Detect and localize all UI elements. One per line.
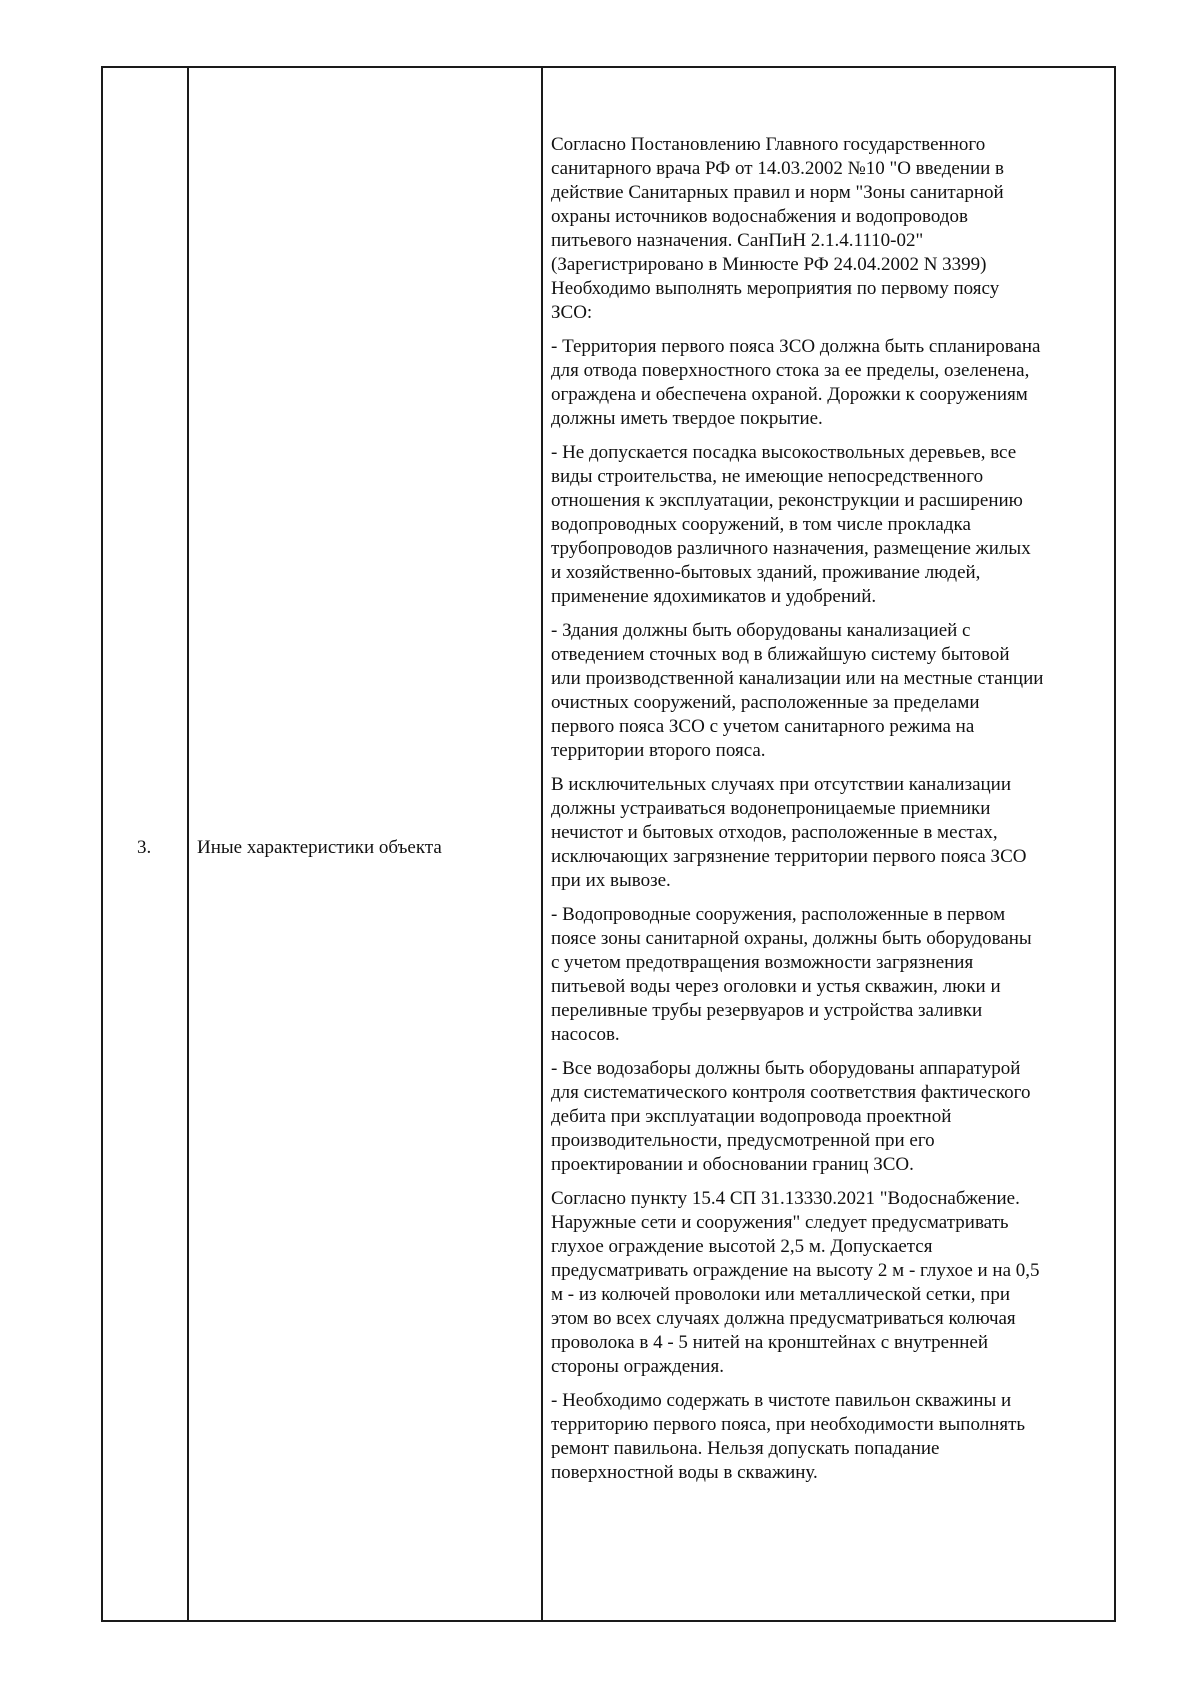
paragraph-water-structures: - Водопроводные сооружения, расположенные в первом поясе зоны санитарной охраны, должны быть оборудованы с учетом предотвращения возможности загрязнения питьевой воды через оголовки и устья скважин, люки и переливные трубы резервуаров и устройства заливки насосов.	[551, 904, 1032, 1045]
row-name: Иные характеристики объекта	[197, 837, 442, 858]
paragraph-fencing: Согласно пункту 15.4 СП 31.13330.2021 "Водоснабжение. Наружные сети и сооружения" следует предусматривать глухое ограждение высотой 2,5 м. Допускается предусматривать ограждение на высоту 2 м - глухое и на 0,5 м - из колючей проволоки или металлической сетки, при этом во всех случаях должна предусматриваться колючая проволока в 4 - 5 нитей на кронштейнах с внутренней стороны ограждения.	[551, 1188, 1040, 1377]
paragraph-water-intakes: - Все водозаборы должны быть оборудованы аппаратурой для систематического контроля соответствия фактического дебита при эксплуатации водопровода проектной производительности, предусмотренной при его проектировании и обосновании границ ЗСО.	[551, 1058, 1031, 1175]
paragraph-restrictions: - Не допускается посадка высокоствольных деревьев, все виды строительства, не имеющие непосредственного отношения к эксплуатации, реконструкции и расширению водопроводных сооружений, в том числе прокладка трубопроводов различного назначения, размещение жилых и хозяйственно-бытовых зданий, проживание людей, применение ядохимикатов и удобрений.	[551, 442, 1031, 607]
name-cell	[189, 68, 543, 1620]
row-number: 3.	[137, 837, 152, 858]
paragraph-maintenance: - Необходимо содержать в чистоте павильон скважины и территорию первого пояса, при необходимости выполнять ремонт павильона. Нельзя допускать попадание поверхностной воды в скважину.	[551, 1390, 1026, 1483]
paragraph-sanpin-intro: Согласно Постановлению Главного государственного санитарного врача РФ от 14.03.2002 №10 "О введении в действие Санитарных правил и норм "Зоны санитарной охраны источников водоснабжения и водопроводов питьевого назначения. СанПиН 2.1.4.1110-02" (Зарегистрировано в Минюсте РФ 24.04.2002 N 3399) Необходимо выполнять мероприятия по первому поясу ЗСО:	[551, 134, 1005, 323]
paragraph-sewerage: - Здания должны быть оборудованы канализацией с отведением сточных вод в ближайшую систему бытовой или производственной канализации или на местные станции очистных сооружений, расположенные за пределами первого пояса ЗСО с учетом санитарного режима на территории второго пояса.	[551, 620, 1044, 761]
number-cell	[103, 68, 189, 1620]
document-table	[101, 66, 1116, 1622]
description-cell	[543, 68, 1114, 1620]
paragraph-territory: - Территория первого пояса ЗСО должна быть спланирована для отвода поверхностного стока за ее пределы, озеленена, ограждена и обеспечена охраной. Дорожки к сооружениям должны иметь твердое покрытие.	[551, 336, 1041, 429]
paragraph-exceptional-cases: В исключительных случаях при отсутствии канализации должны устраиваться водонепроницаемые приемники нечистот и бытовых отходов, расположенные в местах, исключающих загрязнение территории первого пояса ЗСО при их вывозе.	[551, 774, 1027, 891]
description-text	[551, 133, 1107, 1495]
